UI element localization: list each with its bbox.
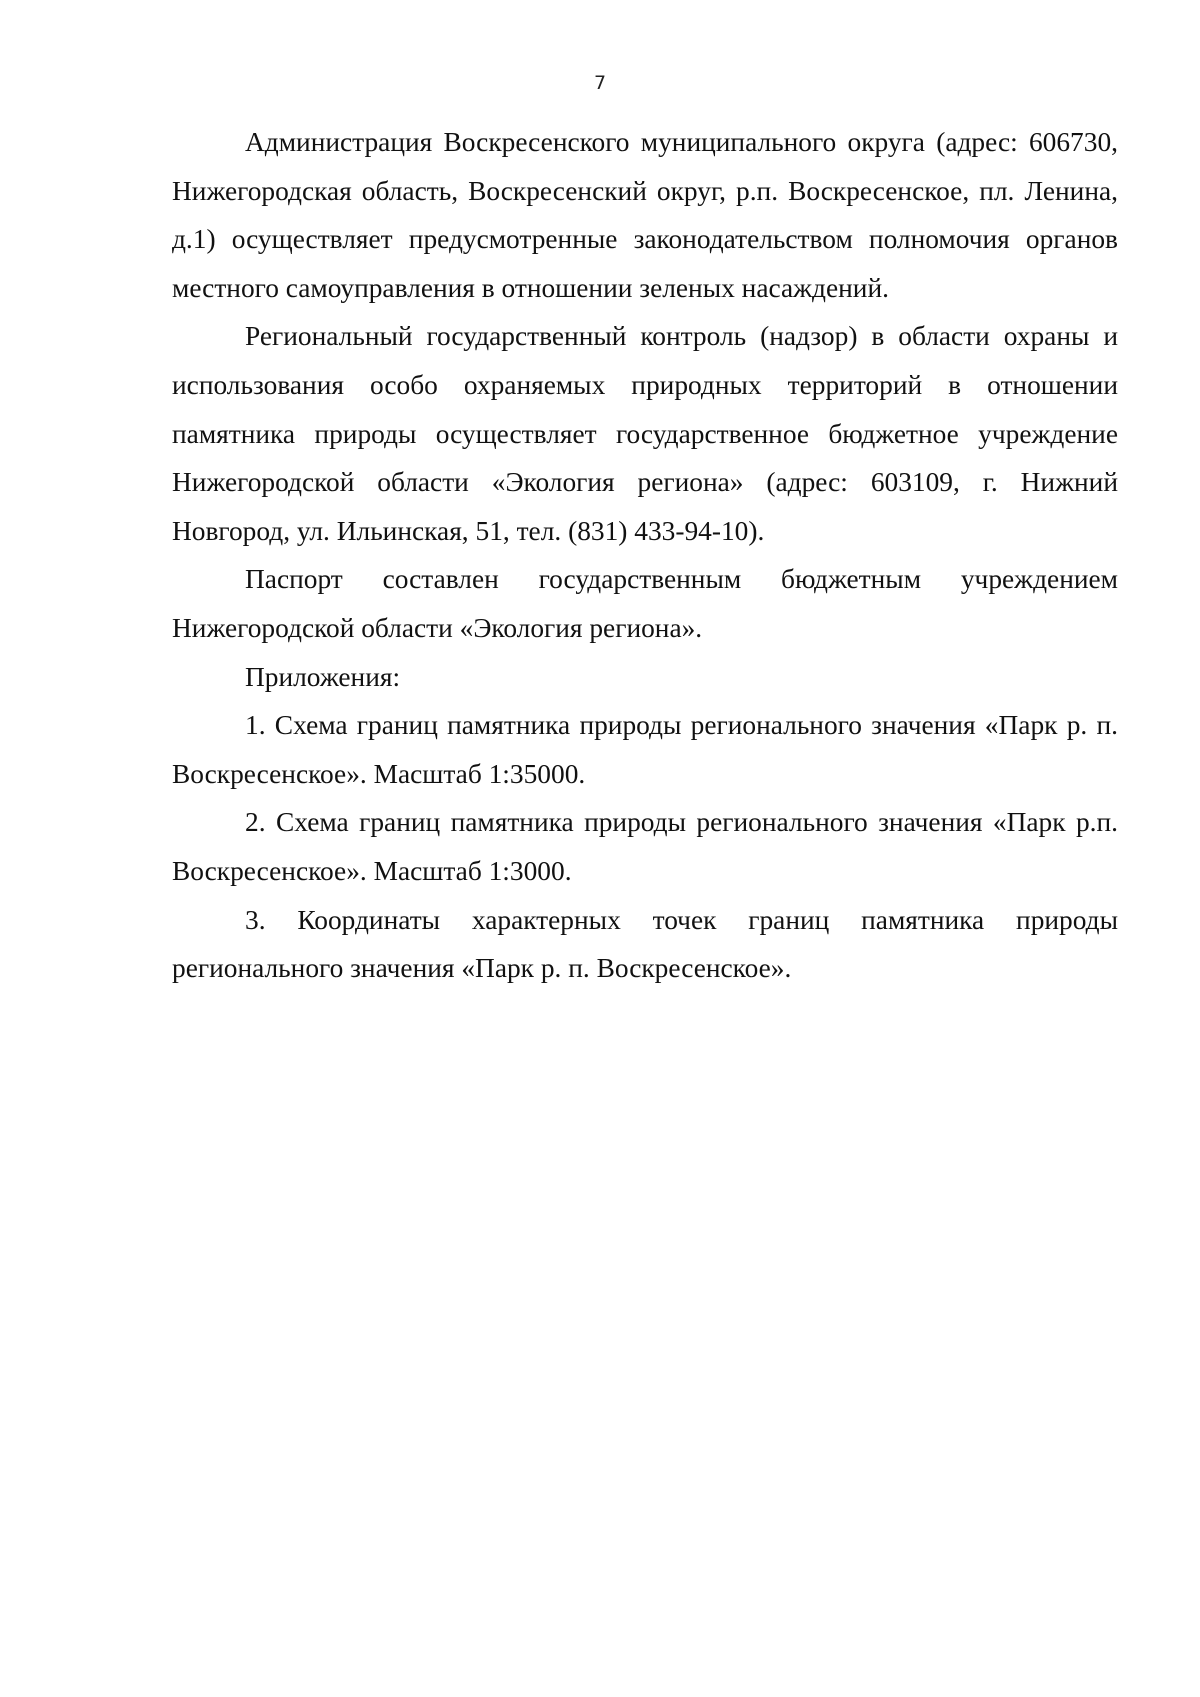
paragraph-passport: Паспорт составлен государственным бюджетным учреждением Нижегородской области «Экология региона». xyxy=(172,564,1118,643)
paragraph-administration: Администрация Воскресенского муниципального округа (адрес: 606730, Нижегородская область, Воскресенский округ, р.п. Воскресенское, пл. Ленина, д.1) осуществляет предусмотренные законодательством полномочия органов местного самоуправления в отношении зеленых насаждений. xyxy=(172,127,1118,303)
appendices-heading: Приложения: xyxy=(245,661,401,692)
document-body xyxy=(172,118,1118,993)
appendix-item-1: 1. Схема границ памятника природы регионального значения «Парк р. п. Воскресенское». Масштаб 1:35000. xyxy=(172,710,1118,789)
appendix-item-3: 3. Координаты характерных точек границ памятника природы регионального значения «Парк р. п. Воскресенское». xyxy=(172,904,1118,984)
page-number: 7 xyxy=(593,72,607,94)
appendix-item-2: 2. Схема границ памятника природы регионального значения «Парк р.п. Воскресенское». Масштаб 1:3000. xyxy=(172,807,1118,886)
paragraph-regional-control: Региональный государственный контроль (надзор) в области охраны и использования особо охраняемых природных территорий в отношении памятника природы осуществляет государственное бюджетное учреждение Нижегородской области «Экология региона» (адрес: 603109, г. Нижний Новгород, ул. Ильинская, 51, тел. (831) 433-94-10). xyxy=(172,321,1118,546)
